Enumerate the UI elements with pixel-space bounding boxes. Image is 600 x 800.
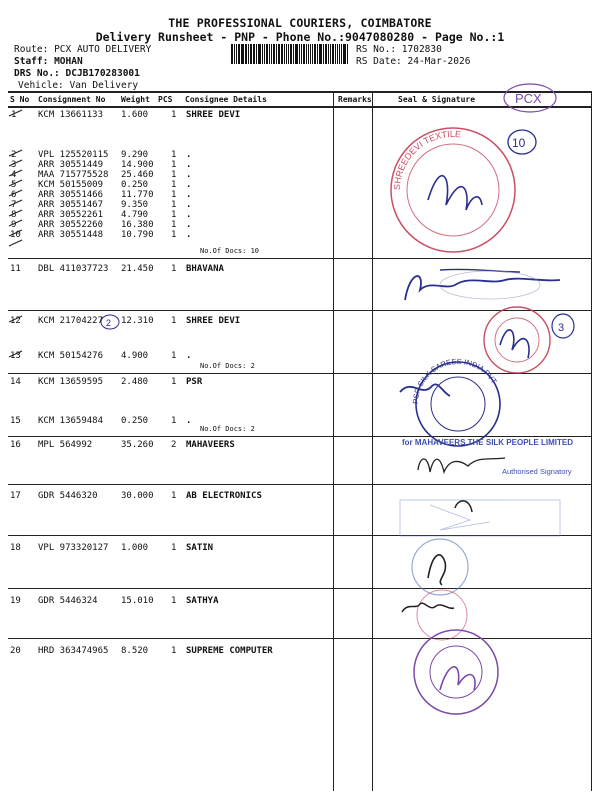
cell-weight: 21.450: [121, 264, 154, 274]
cell-sno: 14: [10, 377, 21, 387]
auth-sig-text: Authorised Signatory: [502, 467, 572, 476]
rs-date-label: RS Date:: [356, 56, 402, 67]
cell-pcs: 1: [171, 543, 177, 553]
cell-consignment: MPL 564992: [38, 440, 93, 450]
rs-no-label: RS No.:: [356, 44, 397, 55]
cell-consignment: KCM 13659484: [38, 416, 104, 426]
cell-sno: 8: [11, 210, 17, 220]
pcx-text: PCX: [515, 91, 542, 106]
cell-consignment: VPL 973320127: [38, 543, 109, 553]
cell-sno: 2: [11, 150, 17, 160]
cell-weight: 10.790: [121, 230, 154, 240]
psr-text: PSR SILK SAREES INDIA PVT: [410, 356, 499, 405]
cell-sno: 10: [10, 230, 21, 240]
cell-consignment: VPL 125520115: [38, 150, 109, 160]
cell-weight: 4.790: [121, 210, 149, 220]
cell-sno: 7: [11, 200, 17, 210]
psr-stamp: [400, 357, 500, 446]
cell-weight: 25.460: [121, 170, 154, 180]
ab-signature: [455, 501, 472, 512]
satin-stamp: [412, 539, 468, 595]
cell-weight: 15.010: [121, 596, 154, 606]
cell-sno: 19: [10, 596, 21, 606]
shreedevi-stamp: [391, 128, 515, 252]
cell-weight: 0.250: [121, 416, 149, 426]
cell-consignment: KCM 13659595: [38, 377, 104, 387]
cell-weight: 9.350: [121, 200, 149, 210]
cell-sno: 12: [10, 316, 21, 326]
rs-no-value: 1702830: [401, 44, 442, 55]
cell-pcs: 1: [171, 416, 177, 426]
bhavana-signature: [405, 269, 560, 300]
cell-sno: 16: [10, 440, 21, 450]
cell-consignment: HRD 363474965: [38, 646, 109, 656]
col-seal: Seal & Signature: [398, 95, 476, 104]
cell-consignment: ARR 30551449: [38, 160, 104, 170]
three-text: 3: [558, 322, 565, 334]
cell-consignee: BHAVANA: [186, 264, 224, 274]
cell-weight: 12.310: [121, 316, 154, 326]
cell-consignee: .: [186, 220, 192, 230]
cell-consignee: SHREE DEVI: [186, 110, 241, 120]
cell-consignee: .: [186, 210, 192, 220]
cell-pcs: 1: [171, 646, 177, 656]
cell-sno: 4: [11, 170, 17, 180]
ten-mark: [508, 130, 536, 154]
cell-consignee: MAHAVEERS: [186, 440, 235, 450]
col-weight: Weight: [121, 95, 150, 104]
shreedevi-stamp-2: [484, 307, 574, 373]
cell-consignee: .: [186, 351, 192, 361]
cell-consignee: AB ELECTRONICS: [186, 491, 262, 501]
mahaveers-text: for MAHAVEERS THE SILK PEOPLE LIMITED: [402, 438, 573, 447]
cell-sno: 1: [11, 110, 17, 120]
cell-weight: 4.900: [121, 351, 149, 361]
cell-consignment: KCM 50154276: [38, 351, 104, 361]
cell-pcs: 1: [171, 180, 177, 190]
cell-consignee: .: [186, 190, 192, 200]
cell-consignment: ARR 30551466: [38, 190, 104, 200]
cell-consignee: .: [186, 170, 192, 180]
cell-consignment: KCM 13661133: [38, 110, 104, 120]
cell-sno: 17: [10, 491, 21, 501]
cell-consignment: GDR 5446320: [38, 491, 98, 501]
cell-consignment: DBL 411037723: [38, 264, 109, 274]
cell-weight: 35.260: [121, 440, 154, 450]
two-text: 2: [106, 318, 112, 328]
cell-pcs: 1: [171, 170, 177, 180]
cell-pcs: 1: [171, 316, 177, 326]
cell-consignee: SATHYA: [186, 596, 219, 606]
cell-weight: 2.480: [121, 377, 149, 387]
cell-weight: 8.520: [121, 646, 149, 656]
sathya-signature: [402, 590, 467, 640]
cell-consignment: GDR 5446324: [38, 596, 98, 606]
cell-consignment: ARR 30551448: [38, 230, 104, 240]
cell-pcs: 1: [171, 190, 177, 200]
cell-pcs: 1: [171, 110, 177, 120]
cell-consignee: .: [186, 200, 192, 210]
shreedevi-text: SHREEDEVI TEXTILE: [391, 128, 462, 191]
cell-consignment: KCM 21704227: [38, 316, 104, 326]
drs-label: DRS No.:: [14, 68, 60, 79]
cell-consignee: .: [186, 416, 192, 426]
cell-pcs: 1: [171, 491, 177, 501]
cell-consignee: SHREE DEVI: [186, 316, 241, 326]
cell-weight: 9.290: [121, 150, 149, 160]
cell-pcs: 1: [171, 210, 177, 220]
cell-sno: 13: [10, 351, 21, 361]
docs-note-group3: No.Of Docs: 2: [200, 425, 255, 433]
col-sno: S No: [10, 95, 30, 104]
cell-sno: 11: [10, 264, 21, 274]
docs-note-group2: No.Of Docs: 2: [200, 362, 255, 370]
col-consignee: Consignee Details: [185, 95, 267, 104]
cell-consignment: ARR 30552260: [38, 220, 104, 230]
two-mark: [101, 315, 119, 329]
ab-electronics-stamp: [400, 500, 560, 536]
cell-weight: 16.380: [121, 220, 154, 230]
cell-pcs: 1: [171, 596, 177, 606]
vehicle-value: Van Delivery: [69, 80, 139, 91]
cell-consignee: SUPREME COMPUTER: [186, 646, 273, 656]
cell-pcs: 1: [171, 351, 177, 361]
cell-consignee: PSR: [186, 377, 203, 387]
col-consignment: Consignment No: [38, 95, 106, 104]
cell-consignment: MAA 715775528: [38, 170, 109, 180]
cell-weight: 1.000: [121, 543, 149, 553]
sno-checkmarks: [9, 110, 22, 357]
cell-pcs: 1: [171, 220, 177, 230]
col-pcs: PCS: [158, 95, 173, 104]
drs-value: DCJB170283001: [65, 68, 140, 79]
cell-sno: 6: [11, 190, 17, 200]
cell-sno: 3: [11, 160, 17, 170]
cell-pcs: 1: [171, 160, 177, 170]
cell-weight: 11.770: [121, 190, 154, 200]
cell-consignee: .: [186, 180, 192, 190]
cell-sno: 9: [11, 220, 17, 230]
cell-consignment: ARR 30552261: [38, 210, 104, 220]
vehicle-label: Vehicle:: [18, 80, 64, 91]
cell-consignment: ARR 30551467: [38, 200, 104, 210]
cell-consignee: .: [186, 230, 192, 240]
cell-consignee: SATIN: [186, 543, 214, 553]
cell-pcs: 2: [171, 440, 177, 450]
col-remarks: Remarks: [338, 95, 372, 104]
cell-sno: 15: [10, 416, 21, 426]
mahaveers-stamp: [402, 438, 573, 476]
staff-value: MOHAN: [54, 56, 83, 67]
docs-note-group1: No.Of Docs: 10: [200, 247, 260, 255]
cell-weight: 0.250: [121, 180, 149, 190]
pcx-mark: [504, 84, 556, 112]
cell-pcs: 1: [171, 230, 177, 240]
cell-consignment: KCM 50155009: [38, 180, 104, 190]
cell-pcs: 1: [171, 200, 177, 210]
cell-sno: 5: [11, 180, 17, 190]
route-value: PCX AUTO DELIVERY: [54, 44, 152, 55]
runsheet-subtitle: Delivery Runsheet - PNP - Phone No.:9047080280 - Page No.:1: [95, 30, 505, 44]
cell-consignee: .: [186, 150, 192, 160]
cell-weight: 14.900: [121, 160, 154, 170]
cell-sno: 20: [10, 646, 21, 656]
cell-weight: 1.600: [121, 110, 149, 120]
route-label: Route:: [14, 44, 49, 55]
cell-pcs: 1: [171, 150, 177, 160]
staff-label: Staff:: [14, 56, 49, 67]
supreme-stamp: [414, 630, 498, 714]
cell-weight: 30.000: [121, 491, 154, 501]
cell-consignee: .: [186, 160, 192, 170]
cell-pcs: 1: [171, 377, 177, 387]
cell-pcs: 1: [171, 264, 177, 274]
page-title: THE PROFESSIONAL COURIERS, COIMBATORE: [168, 16, 432, 30]
ten-text: 10: [512, 136, 526, 150]
cell-sno: 18: [10, 543, 21, 553]
rs-date-value: 24-Mar-2026: [407, 56, 471, 67]
